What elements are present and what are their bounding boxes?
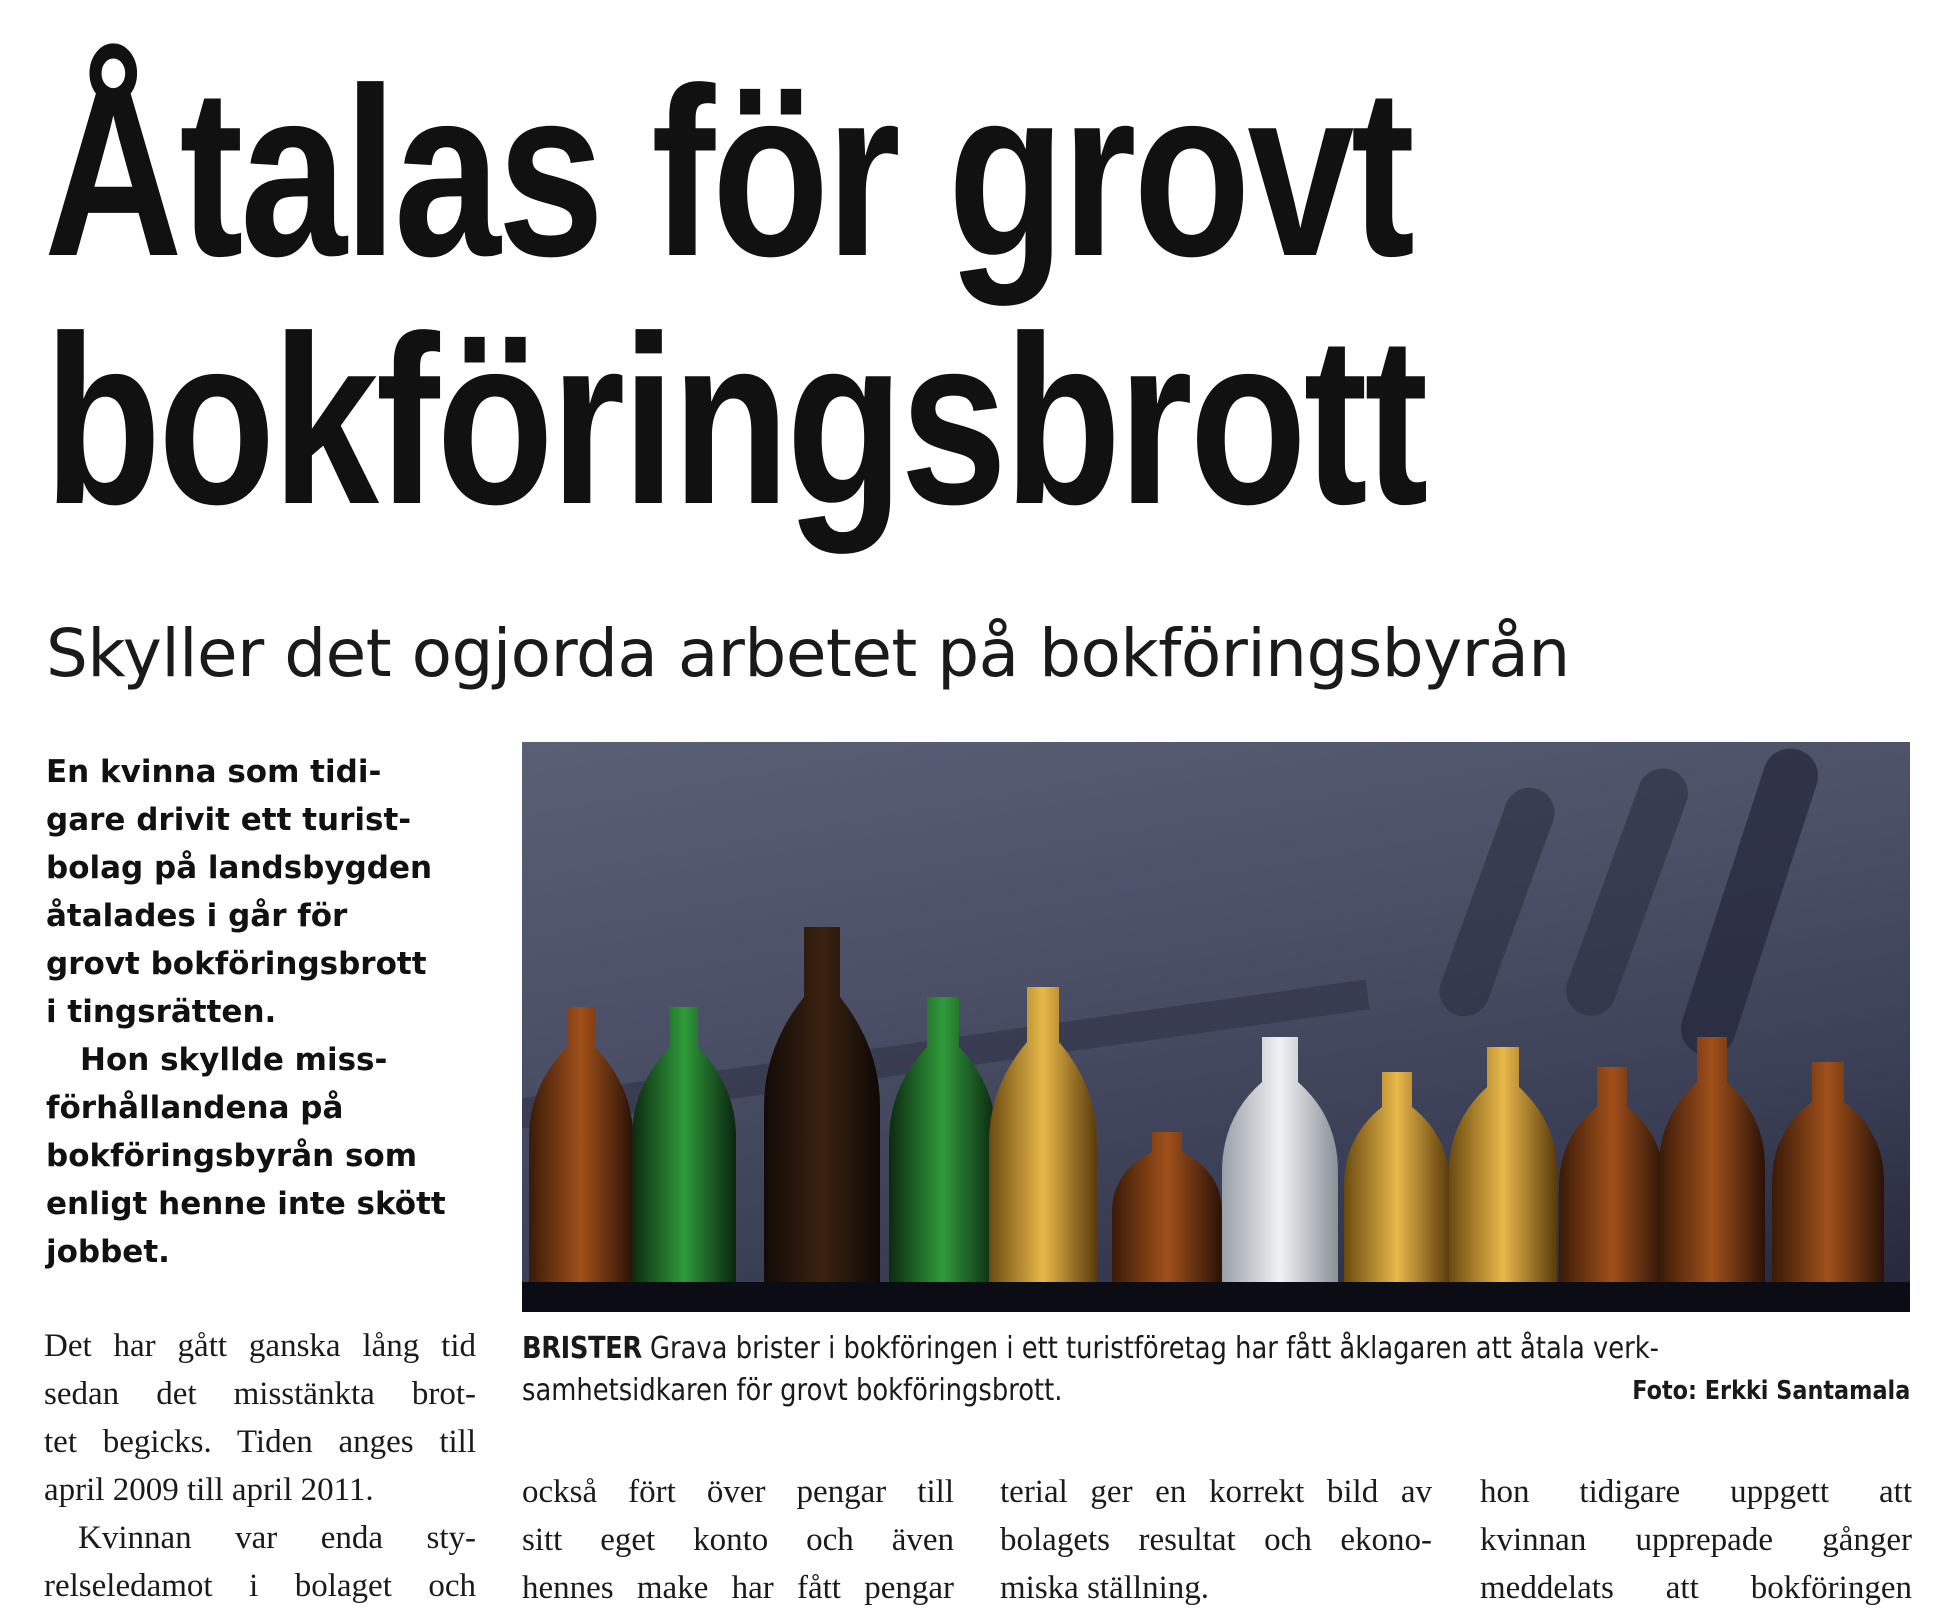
body-column-4 <box>1480 1468 1912 1612</box>
body-line: kvinnan upprepade gånger <box>1480 1522 1912 1558</box>
caption-text-1: Grava brister i bokföringen i ett turistföretag har fått åklagaren att åtala verk- <box>650 1331 1659 1366</box>
lead-line: förhållandena på <box>46 1090 344 1126</box>
subheadline: Skyller det ogjorda arbetet på bokföringsbyrån <box>46 615 1570 692</box>
lead-line: gare drivit ett turist- <box>46 802 412 838</box>
body-line: också fört över pengar till <box>522 1474 954 1510</box>
body-line: terial ger en korrekt bild av <box>1000 1474 1432 1510</box>
lead-line: grovt bokföringsbrott <box>46 946 427 982</box>
body-line: relseledamot i bolaget och <box>44 1568 476 1604</box>
body-line: april 2009 till april 2011. <box>44 1472 374 1508</box>
body-line: Kvinnan var enda sty- <box>78 1520 476 1556</box>
photo-credit: Foto: Erkki Santamala <box>1631 1376 1910 1406</box>
body-line: Det har gått ganska lång tid <box>44 1328 476 1364</box>
lead-line: bolag på landsbygden <box>46 850 433 886</box>
lead-line: åtalades i går för <box>46 898 348 934</box>
lead-line: En kvinna som tidi- <box>46 754 382 790</box>
body-line: sitt eget konto och även <box>522 1522 954 1558</box>
lead-paragraph <box>46 748 486 1276</box>
caption-kicker: BRISTER <box>522 1331 642 1366</box>
caption-line-2: samhetsidkaren för grovt bokföringsbrott. <box>522 1373 1063 1408</box>
bottles-illustration <box>522 742 1910 1312</box>
body-line: miska ställning. <box>1000 1570 1209 1606</box>
body-line: hennes make har fått pengar <box>522 1570 954 1606</box>
lead-line: i tingsrätten. <box>46 994 277 1030</box>
body-column-2 <box>522 1468 954 1612</box>
beer-bottles-photo <box>522 742 1910 1312</box>
headline-line-1: Åtalas för grovt <box>44 38 1412 306</box>
headline-line-2: bokföringsbrott <box>44 286 1426 554</box>
body-line: hon tidigare uppgett att <box>1480 1474 1912 1510</box>
body-line: meddelats att bokföringen <box>1480 1570 1912 1606</box>
lead-line: bokföringsbyrån som <box>46 1138 418 1174</box>
caption-line-1 <box>522 1328 1716 1370</box>
lead-line: enligt henne inte skött <box>46 1186 446 1222</box>
body-column-3 <box>1000 1468 1432 1612</box>
body-line: sedan det misstänkta brot- <box>44 1376 476 1412</box>
body-line: tet begicks. Tiden anges till <box>44 1424 476 1460</box>
body-line: bolagets resultat och ekono- <box>1000 1522 1432 1558</box>
lead-line: Hon skyllde miss- <box>80 1042 388 1078</box>
lead-line: jobbet. <box>46 1234 170 1270</box>
body-column-1 <box>44 1322 476 1610</box>
